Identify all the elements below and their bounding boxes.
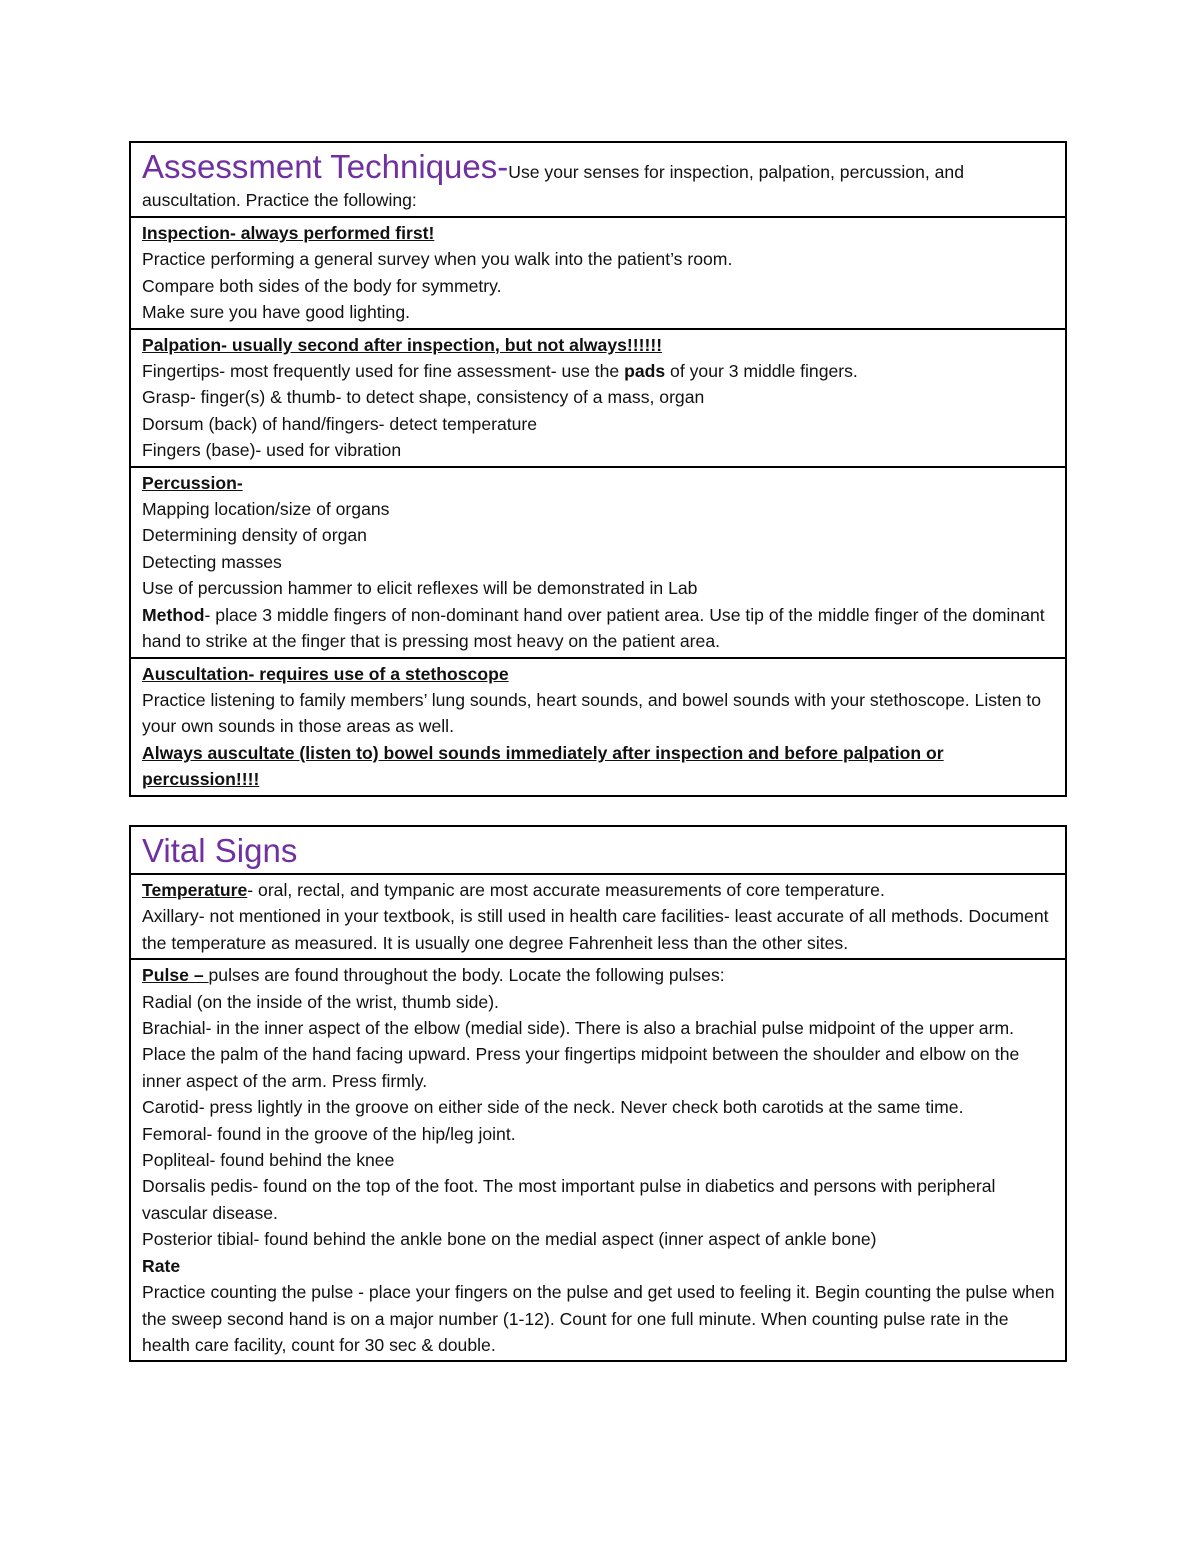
assessment-techniques-box xyxy=(129,141,1067,797)
palpation-pads-emphasis: pads xyxy=(624,361,666,382)
palpation-line: Fingers (base)- used for vibration xyxy=(142,440,402,461)
pulse-carotid: Carotid- press lightly in the groove on either side of the neck. Never check both carotids at the same time. xyxy=(142,1097,964,1118)
auscultation-cell xyxy=(131,657,1065,795)
auscultation-warning: Always auscultate (listen to) bowel sounds immediately after inspection and before palpation or percussion!!!! xyxy=(142,742,944,790)
palpation-fingertips-text: Fingertips- most frequently used for fine assessment- use the xyxy=(142,361,625,382)
inspection-heading: Inspection- always performed first! xyxy=(142,223,435,243)
percussion-method-text: - place 3 middle fingers of non-dominant hand over patient area. Use tip of the middle finger of the dominant hand to strike at the finger that is pressing most heavy on the patient area. xyxy=(142,604,1045,652)
pulse-brachial: Brachial- in the inner aspect of the elbow (medial side). There is also a brachial pulse midpoint of the upper arm. Place the palm of the hand facing upward. Press your fingertips midpoint between the shoulder and elbow on the inner aspect of the arm. Press firmly. xyxy=(142,1018,1020,1091)
palpation-line: Dorsum (back) of hand/fingers- detect temperature xyxy=(142,413,538,434)
percussion-method-label: Method xyxy=(142,604,205,625)
vitals-title: Vital Signs xyxy=(142,832,298,869)
inspection-line: Compare both sides of the body for symmetry. xyxy=(142,275,502,296)
pulse-rate-label: Rate xyxy=(142,1255,181,1276)
temperature-line xyxy=(142,877,1055,903)
auscultation-heading: Auscultation- requires use of a stethoscope xyxy=(142,663,509,684)
percussion-line: Use of percussion hammer to elicit reflexes will be demonstrated in Lab xyxy=(142,578,698,599)
assessment-title: Assessment Techniques- xyxy=(142,148,509,185)
percussion-line: Mapping location/size of organs xyxy=(142,499,390,520)
inspection-line: Practice performing a general survey when you walk into the patient’s room. xyxy=(142,249,733,270)
palpation-heading: Palpation- usually second after inspection, but not always!!!!!! xyxy=(142,334,663,355)
percussion-line: Determining density of organ xyxy=(142,525,367,546)
vitals-header-cell xyxy=(131,827,1065,873)
percussion-method xyxy=(142,602,1055,655)
inspection-cell xyxy=(131,216,1065,328)
pulse-cell xyxy=(131,958,1065,1360)
assessment-intro: Use your senses for inspection, palpation, percussion, and auscultation. Practice the following: xyxy=(142,162,964,210)
pulse-femoral: Femoral- found in the groove of the hip/leg joint. xyxy=(142,1123,516,1144)
palpation-fingertips-end: of your 3 middle fingers. xyxy=(665,361,858,382)
palpation-line: Grasp- finger(s) & thumb- to detect shape, consistency of a mass, organ xyxy=(142,387,705,408)
pulse-radial: Radial (on the inside of the wrist, thumb side). xyxy=(142,991,499,1012)
vital-signs-box xyxy=(129,825,1067,1362)
temperature-text: - oral, rectal, and tympanic are most accurate measurements of core temperature. xyxy=(247,880,885,900)
temperature-cell xyxy=(131,873,1065,958)
pulse-popliteal: Popliteal- found behind the knee xyxy=(142,1150,395,1171)
pulse-rate-text: Practice counting the pulse - place your fingers on the pulse and get used to feeling it. Begin counting the pulse when the sweep second hand is on a major number (1-12). Count for one full minute. When counting pulse rate in the health care facility, count for 30 sec & double. xyxy=(142,1282,1055,1355)
assessment-header-cell xyxy=(131,143,1065,216)
pulse-label: Pulse – xyxy=(142,965,209,986)
pulse-posterior-tibial: Posterior tibial- found behind the ankle bone on the medial aspect (inner aspect of ankle bone) xyxy=(142,1229,877,1250)
percussion-heading: Percussion- xyxy=(142,472,243,493)
percussion-cell xyxy=(131,466,1065,657)
pulse-line xyxy=(142,962,1055,988)
pulse-dorsalis-pedis: Dorsalis pedis- found on the top of the foot. The most important pulse in diabetics and persons with peripheral vascular disease. xyxy=(142,1176,996,1223)
percussion-line: Detecting masses xyxy=(142,551,282,572)
pulse-intro: pulses are found throughout the body. Locate the following pulses: xyxy=(208,965,725,986)
temperature-axillary: Axillary- not mentioned in your textbook, is still used in health care facilities- least accurate of all methods. Document the temperature as measured. It is usually one degree Fahrenheit less than the other sites. xyxy=(142,906,1049,953)
palpation-fingertips-line xyxy=(142,358,1055,384)
palpation-cell xyxy=(131,328,1065,466)
temperature-label: Temperature xyxy=(142,880,248,900)
inspection-line: Make sure you have good lighting. xyxy=(142,302,410,323)
auscultation-text: Practice listening to family members’ lung sounds, heart sounds, and bowel sounds with your stethoscope. Listen to your own sounds in those areas as well. xyxy=(142,689,1042,737)
